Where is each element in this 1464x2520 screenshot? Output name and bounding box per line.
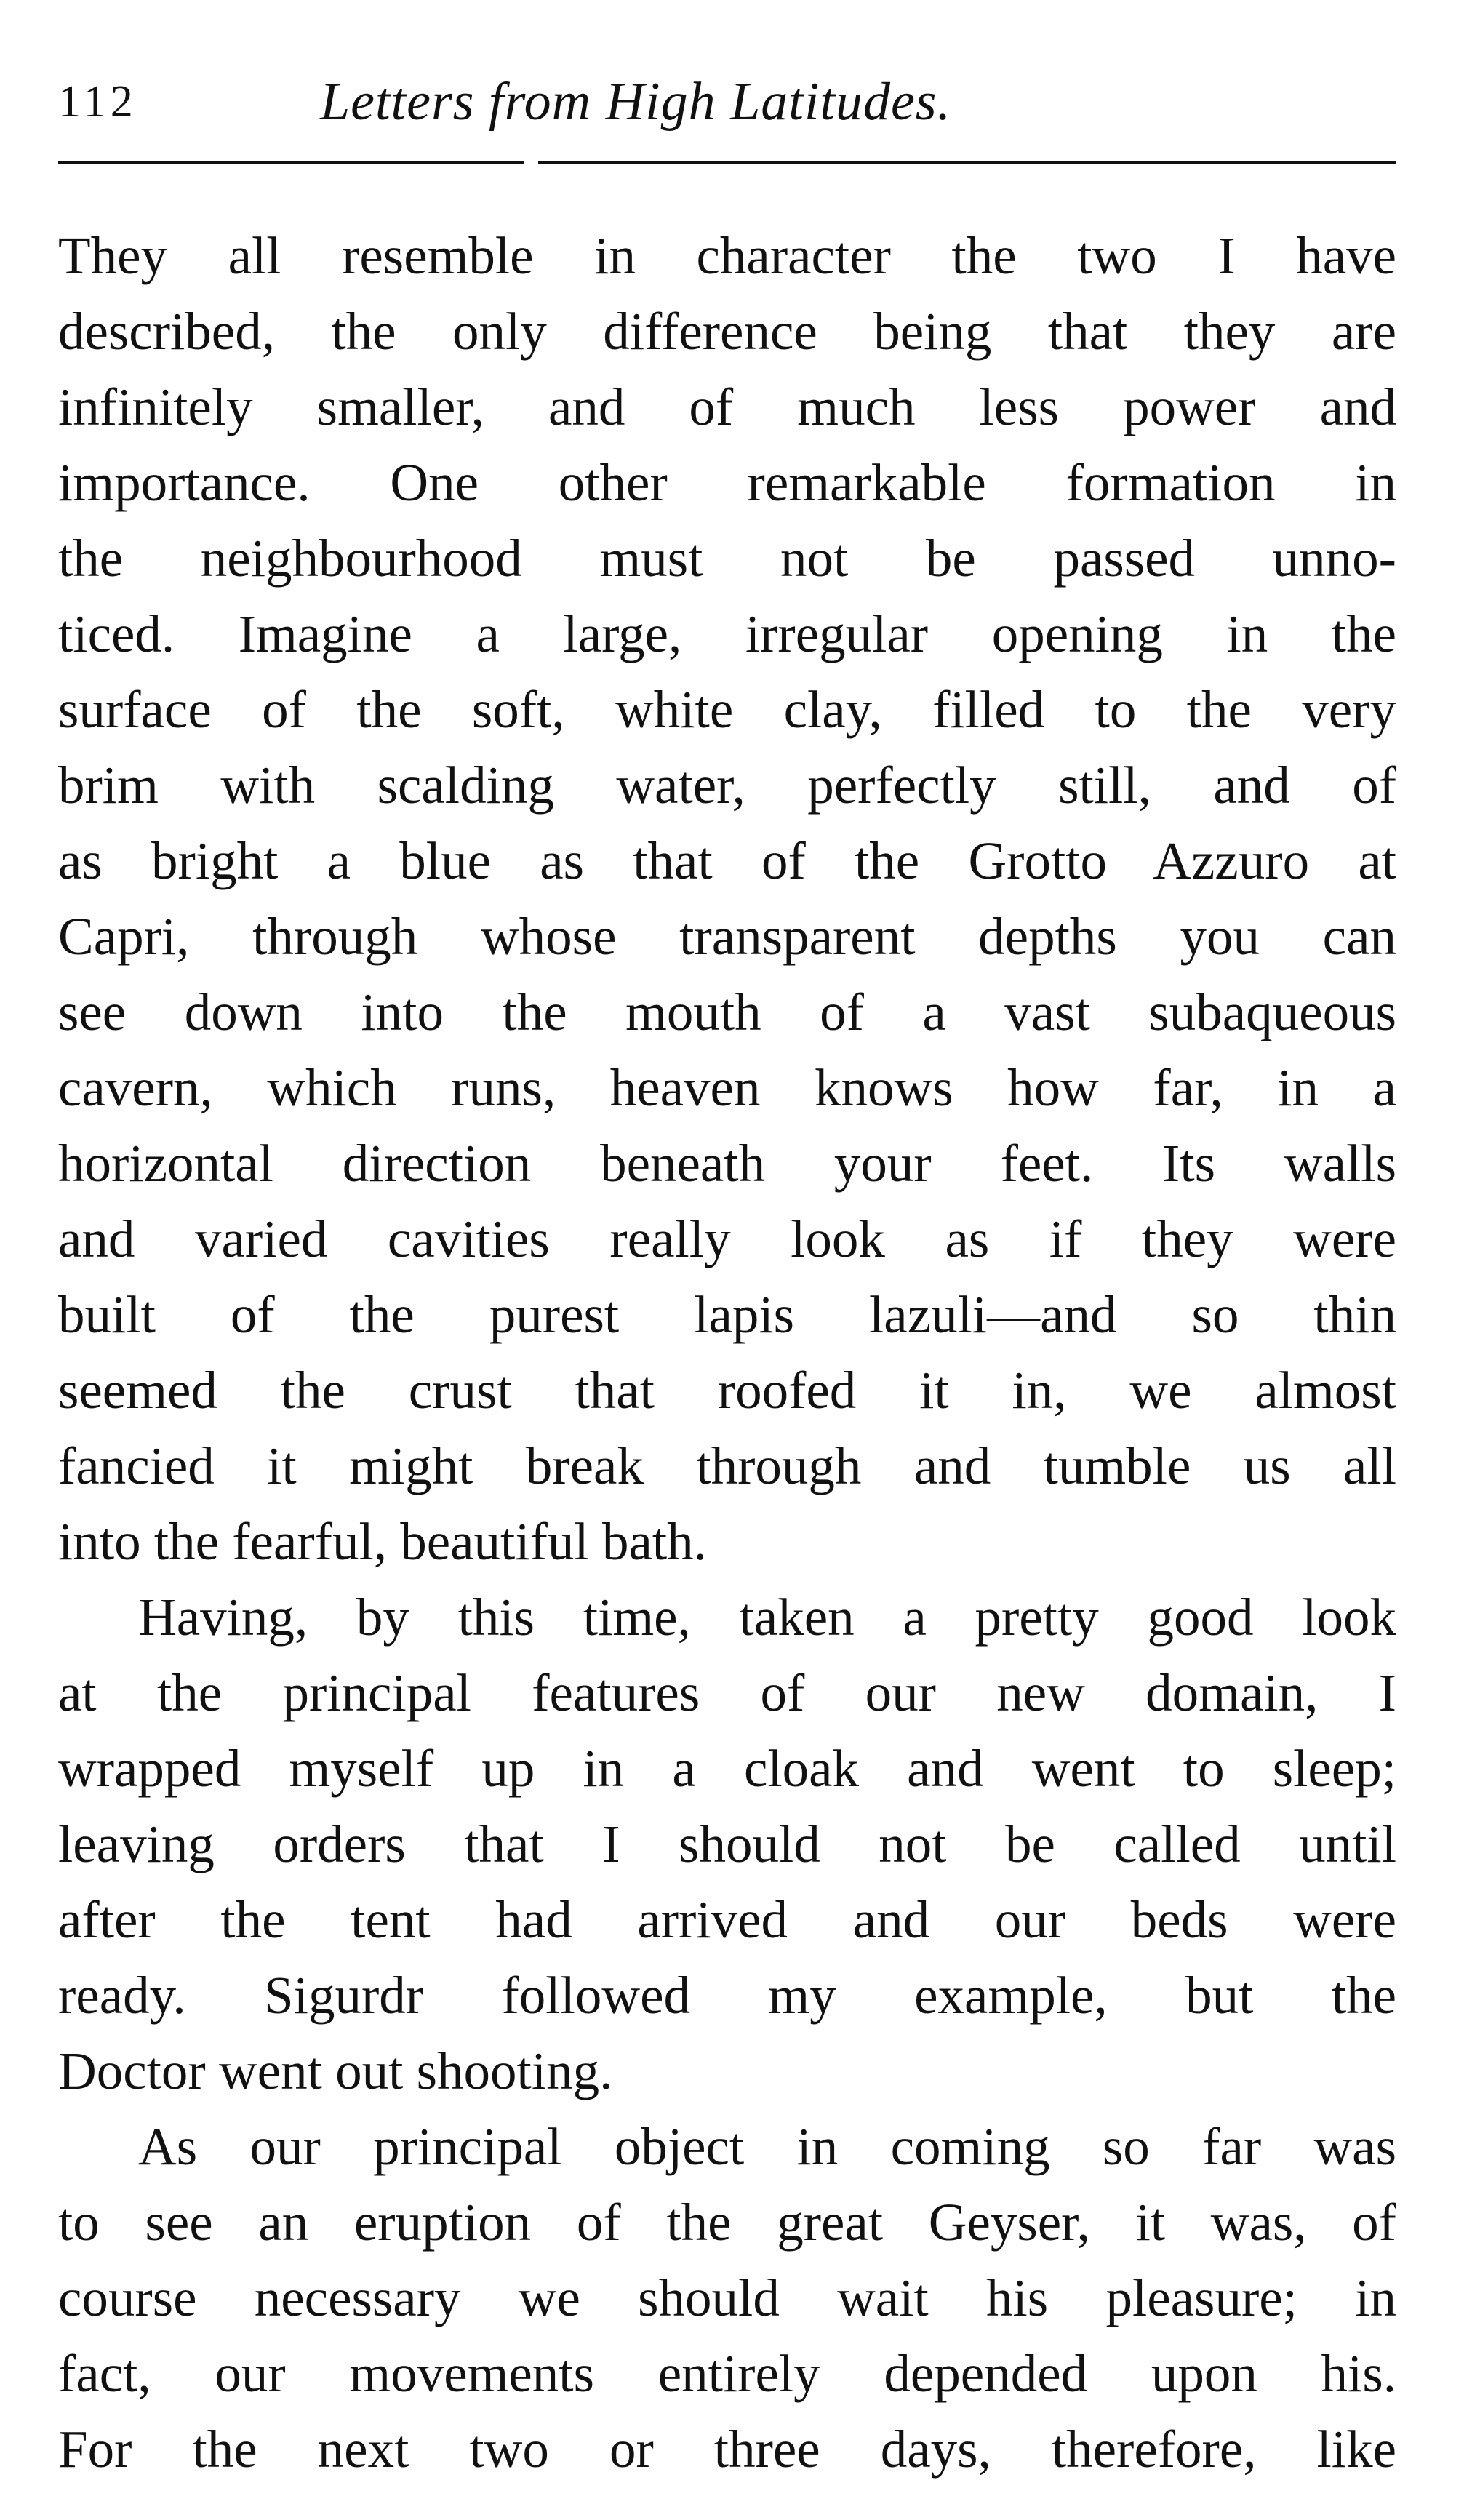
text-line: ready. Sigurdr followed my example, but the [58,1966,1396,2025]
text-line: see down into the mouth of a vast subaqueous [58,983,1396,1041]
text-line: cavern, which runs, heaven knows how far, in a [58,1058,1396,1117]
text-line: at the principal features of our new domain, I [58,1663,1396,1722]
text-line: Doctor went out shooting. [58,2041,613,2100]
text-line: horizontal direction beneath your feet. Its walls [58,1134,1396,1193]
header-rule [538,161,1396,164]
text-line: into the fearful, beautiful bath. [58,1512,707,1571]
text-line: fact, our movements entirely depended upon his. [58,2344,1396,2403]
text-line: They all resemble in character the two I have [58,226,1396,285]
text-line: after the tent had arrived and our beds were [58,1890,1396,1949]
text-line: and varied cavities really look as if they were [58,1209,1396,1268]
text-line: As our principal object in coming so far was [138,2117,1396,2176]
text-line: built of the purest lapis lazuli—and so thin [58,1285,1396,1344]
text-line: Capri, through whose transparent depths you can [58,907,1396,966]
text-line: the neighbourhood must not be passed unno- [58,529,1396,588]
running-title: Letters from High Latitudes. [320,72,952,132]
text-line: ticed. Imagine a large, irregular opening in the [58,604,1396,663]
text-line: to see an eruption of the great Geyser, it was, of [58,2193,1396,2252]
running-head [58,69,1396,135]
text-line: surface of the soft, white clay, filled to the very [58,680,1396,739]
text-line: importance. One other remarkable formation in [58,453,1396,512]
text-line: wrapped myself up in a cloak and went to sleep; [58,1739,1396,1798]
text-line: as bright a blue as that of the Grotto Azzuro at [58,831,1396,890]
page-number: 112 [58,77,137,127]
text-line: fancied it might break through and tumble us all [58,1436,1396,1495]
text-line: described, the only difference being that they are [58,302,1396,361]
header-rule [58,161,524,164]
text-line: seemed the crust that roofed it in, we almost [58,1361,1396,1420]
text-line: leaving orders that I should not be called until [58,1815,1396,1873]
text-line: course necessary we should wait his pleasure; in [58,2268,1396,2327]
text-line: For the next two or three days, therefore, like [58,2420,1396,2479]
text-line: brim with scalding water, perfectly still, and of [58,756,1396,815]
text-line: infinitely smaller, and of much less power and [58,377,1396,436]
text-line: Having, by this time, taken a pretty good look [138,1588,1396,1647]
